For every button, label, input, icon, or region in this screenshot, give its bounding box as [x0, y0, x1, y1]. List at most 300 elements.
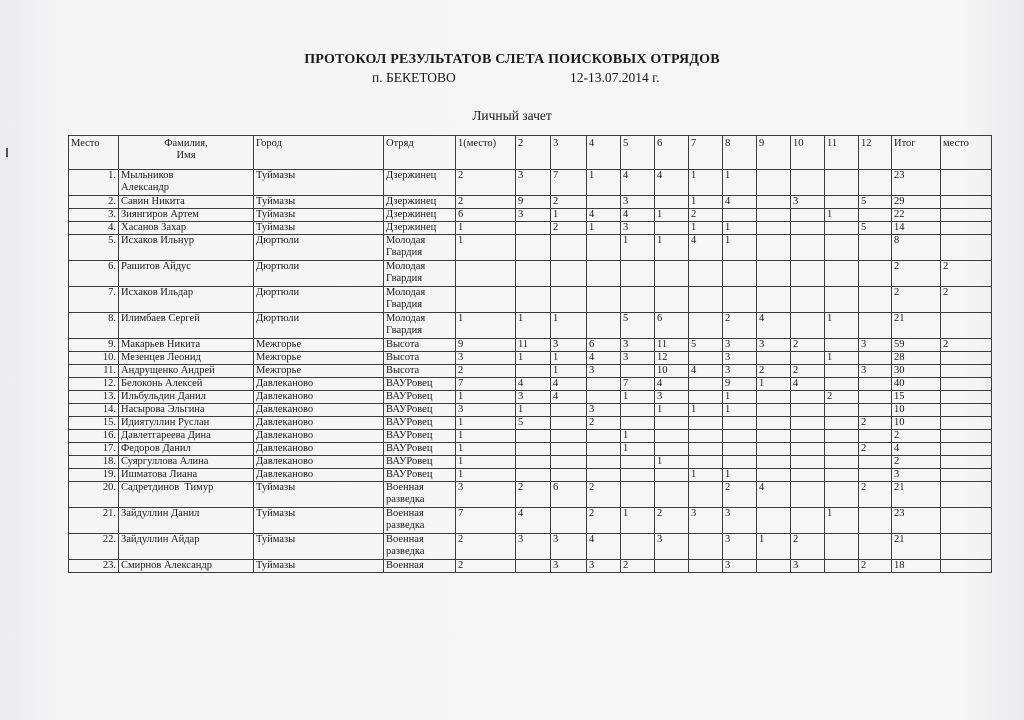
header-col-14: 11	[825, 136, 859, 170]
score-cell: 4	[689, 235, 723, 261]
score-cell	[587, 196, 621, 209]
score-cell: 1	[723, 235, 757, 261]
score-cell: 3	[791, 560, 825, 573]
score-cell: 2	[456, 534, 516, 560]
name-cell: Мыльников Александр	[119, 170, 254, 196]
score-cell	[655, 469, 689, 482]
score-cell: 3	[551, 560, 587, 573]
score-cell	[723, 430, 757, 443]
score-cell: 3	[516, 534, 551, 560]
score-cell: 4	[551, 378, 587, 391]
score-cell: 1	[516, 313, 551, 339]
score-cell	[859, 456, 892, 469]
score-cell	[825, 469, 859, 482]
score-cell	[825, 430, 859, 443]
total-cell: 2	[892, 261, 941, 287]
score-cell: 5	[689, 339, 723, 352]
header-name: Фамилия, Имя	[119, 136, 254, 170]
score-cell: 2	[655, 508, 689, 534]
total-cell: 2	[892, 456, 941, 469]
score-cell: 2	[551, 196, 587, 209]
score-cell: 3	[723, 534, 757, 560]
total-cell: 21	[892, 534, 941, 560]
city-cell: Межгорье	[254, 352, 384, 365]
score-cell: 4	[516, 378, 551, 391]
city-cell: Давлеканово	[254, 430, 384, 443]
score-cell: 9	[516, 196, 551, 209]
score-cell: 1	[689, 170, 723, 196]
table-row	[69, 417, 992, 430]
score-cell: 1	[587, 222, 621, 235]
team-cell: ВАУРовец	[384, 430, 456, 443]
total-cell: 29	[892, 196, 941, 209]
score-cell	[791, 404, 825, 417]
score-cell	[456, 287, 516, 313]
score-cell	[859, 313, 892, 339]
score-cell	[825, 443, 859, 456]
score-cell	[516, 456, 551, 469]
score-cell	[551, 456, 587, 469]
total-cell: 15	[892, 391, 941, 404]
score-cell: 3	[689, 508, 723, 534]
place-cell: 9.	[69, 339, 119, 352]
team-cell: Высота	[384, 352, 456, 365]
city-cell: Туймазы	[254, 170, 384, 196]
name-cell: Зайдуллин Данил	[119, 508, 254, 534]
score-cell	[859, 391, 892, 404]
score-cell: 5	[859, 196, 892, 209]
score-cell	[791, 235, 825, 261]
score-cell	[825, 339, 859, 352]
name-cell: Садретдинов Тимур	[119, 482, 254, 508]
header-col-9: 6	[655, 136, 689, 170]
score-cell	[621, 287, 655, 313]
place-cell: 20.	[69, 482, 119, 508]
score-cell: 7	[456, 508, 516, 534]
score-cell	[825, 287, 859, 313]
score-cell	[859, 534, 892, 560]
rank-cell	[941, 209, 992, 222]
score-cell: 1	[621, 508, 655, 534]
score-cell: 2	[551, 222, 587, 235]
total-cell: 10	[892, 404, 941, 417]
header-col-5: 2	[516, 136, 551, 170]
score-cell: 1	[825, 313, 859, 339]
name-cell: Суяргуллова Алина	[119, 456, 254, 469]
table-row	[69, 534, 992, 560]
score-cell	[551, 417, 587, 430]
score-cell	[516, 235, 551, 261]
place-cell: 21.	[69, 508, 119, 534]
score-cell: 6	[655, 313, 689, 339]
score-cell	[587, 469, 621, 482]
score-cell	[587, 456, 621, 469]
score-cell: 6	[456, 209, 516, 222]
rank-cell	[941, 443, 992, 456]
score-cell	[551, 404, 587, 417]
score-cell: 1	[621, 391, 655, 404]
score-cell	[825, 261, 859, 287]
rank-cell	[941, 391, 992, 404]
place-cell: 6.	[69, 261, 119, 287]
score-cell: 1	[689, 222, 723, 235]
score-cell: 3	[621, 196, 655, 209]
header-col-10: 7	[689, 136, 723, 170]
place-cell: 11.	[69, 365, 119, 378]
score-cell	[825, 404, 859, 417]
score-cell	[689, 313, 723, 339]
city-cell: Давлеканово	[254, 443, 384, 456]
city-cell: Дюртюли	[254, 313, 384, 339]
rank-cell	[941, 456, 992, 469]
score-cell: 3	[723, 352, 757, 365]
rank-cell	[941, 313, 992, 339]
score-cell	[791, 170, 825, 196]
score-cell	[859, 508, 892, 534]
table-header-row	[69, 136, 992, 170]
score-cell	[757, 391, 791, 404]
score-cell	[516, 365, 551, 378]
score-cell: 1	[456, 313, 516, 339]
score-cell	[621, 469, 655, 482]
score-cell	[859, 378, 892, 391]
name-cell: Мезенцев Леонид	[119, 352, 254, 365]
score-cell	[655, 417, 689, 430]
rank-cell	[941, 482, 992, 508]
score-cell: 1	[655, 456, 689, 469]
score-cell	[757, 417, 791, 430]
score-cell	[859, 430, 892, 443]
score-cell	[655, 560, 689, 573]
place-cell: 18.	[69, 456, 119, 469]
total-cell: 40	[892, 378, 941, 391]
score-cell	[757, 404, 791, 417]
place-cell: 15.	[69, 417, 119, 430]
score-cell: 4	[757, 482, 791, 508]
score-cell	[587, 378, 621, 391]
header-col-15: 12	[859, 136, 892, 170]
total-cell: 22	[892, 209, 941, 222]
score-cell	[757, 469, 791, 482]
city-cell: Туймазы	[254, 534, 384, 560]
place-cell: 19.	[69, 469, 119, 482]
score-cell: 3	[551, 339, 587, 352]
score-cell: 2	[587, 508, 621, 534]
score-cell	[689, 443, 723, 456]
name-cell: Зиянгиров Артем	[119, 209, 254, 222]
team-cell: ВАУРовец	[384, 417, 456, 430]
score-cell	[791, 209, 825, 222]
team-cell: Высота	[384, 365, 456, 378]
score-cell	[859, 170, 892, 196]
rank-cell: 2	[941, 339, 992, 352]
team-cell: Военная разведка	[384, 534, 456, 560]
header-city: Город	[254, 136, 384, 170]
rank-cell	[941, 469, 992, 482]
event-place: п. БЕКЕТОВО	[372, 70, 456, 85]
place-cell: 12.	[69, 378, 119, 391]
rank-cell	[941, 508, 992, 534]
place-cell: 13.	[69, 391, 119, 404]
score-cell: 4	[551, 391, 587, 404]
table-row	[69, 339, 992, 352]
score-cell	[551, 261, 587, 287]
city-cell: Туймазы	[254, 508, 384, 534]
score-cell: 3	[791, 196, 825, 209]
score-cell: 1	[621, 443, 655, 456]
table-row	[69, 456, 992, 469]
table-row	[69, 404, 992, 417]
score-cell	[551, 235, 587, 261]
score-cell: 2	[587, 482, 621, 508]
team-cell: Молодая Гвардия	[384, 313, 456, 339]
table-row	[69, 391, 992, 404]
event-date: 12-13.07.2014 г.	[570, 70, 660, 85]
score-cell: 3	[723, 365, 757, 378]
score-cell: 3	[757, 339, 791, 352]
place-cell: 23.	[69, 560, 119, 573]
score-cell: 3	[621, 352, 655, 365]
total-cell: 23	[892, 170, 941, 196]
total-cell: 21	[892, 313, 941, 339]
team-cell: ВАУРовец	[384, 378, 456, 391]
score-cell: 1	[825, 508, 859, 534]
score-cell	[689, 352, 723, 365]
score-cell: 6	[551, 482, 587, 508]
name-cell: Федоров Данил	[119, 443, 254, 456]
score-cell	[723, 417, 757, 430]
score-cell	[689, 482, 723, 508]
score-cell	[621, 417, 655, 430]
score-cell: 3	[516, 391, 551, 404]
total-cell: 2	[892, 430, 941, 443]
name-cell: Белоконь Алексей	[119, 378, 254, 391]
score-cell: 6	[587, 339, 621, 352]
name-cell: Насырова Эльгина	[119, 404, 254, 417]
score-cell	[516, 430, 551, 443]
score-cell: 3	[655, 534, 689, 560]
score-cell: 3	[456, 352, 516, 365]
score-cell: 3	[587, 365, 621, 378]
rank-cell	[941, 417, 992, 430]
score-cell	[655, 482, 689, 508]
score-cell	[791, 508, 825, 534]
score-cell: 1	[456, 456, 516, 469]
score-cell	[621, 534, 655, 560]
score-cell	[551, 508, 587, 534]
rank-cell	[941, 352, 992, 365]
score-cell: 1	[757, 534, 791, 560]
score-cell	[587, 287, 621, 313]
score-cell	[757, 508, 791, 534]
name-cell: Исхаков Ильнур	[119, 235, 254, 261]
name-cell: Зайдуллин Айдар	[119, 534, 254, 560]
score-cell: 4	[791, 378, 825, 391]
score-cell	[791, 430, 825, 443]
score-cell	[757, 456, 791, 469]
score-cell	[791, 261, 825, 287]
score-cell	[689, 456, 723, 469]
score-cell	[516, 222, 551, 235]
header-col-16: Итог	[892, 136, 941, 170]
header-col-11: 8	[723, 136, 757, 170]
score-cell: 11	[516, 339, 551, 352]
team-cell: Военная	[384, 560, 456, 573]
score-cell: 1	[757, 378, 791, 391]
score-cell: 4	[689, 365, 723, 378]
total-cell: 23	[892, 508, 941, 534]
total-cell: 2	[892, 287, 941, 313]
score-cell: 3	[456, 482, 516, 508]
table-row	[69, 482, 992, 508]
margin-mark	[6, 148, 8, 157]
header-col-4: 1(место)	[456, 136, 516, 170]
name-cell: Идиятуллин Руслан	[119, 417, 254, 430]
score-cell: 4	[655, 378, 689, 391]
score-cell: 2	[689, 209, 723, 222]
team-cell: ВАУРовец	[384, 443, 456, 456]
score-cell	[791, 287, 825, 313]
place-cell: 17.	[69, 443, 119, 456]
score-cell	[723, 287, 757, 313]
team-cell: ВАУРовец	[384, 469, 456, 482]
city-cell: Давлеканово	[254, 469, 384, 482]
score-cell	[757, 196, 791, 209]
score-cell	[621, 482, 655, 508]
score-cell: 2	[621, 560, 655, 573]
score-cell: 1	[723, 222, 757, 235]
name-cell: Андрущенко Андрей	[119, 365, 254, 378]
score-cell: 4	[757, 313, 791, 339]
score-cell: 3	[723, 508, 757, 534]
header-col-17: место	[941, 136, 992, 170]
city-cell: Туймазы	[254, 222, 384, 235]
score-cell: 1	[551, 313, 587, 339]
score-cell: 3	[516, 209, 551, 222]
score-cell	[825, 170, 859, 196]
score-cell	[587, 430, 621, 443]
name-cell: Рашитов Айдус	[119, 261, 254, 287]
score-cell	[621, 365, 655, 378]
score-cell: 4	[587, 352, 621, 365]
score-cell: 2	[791, 339, 825, 352]
score-cell: 2	[456, 560, 516, 573]
score-cell: 9	[723, 378, 757, 391]
score-cell: 1	[456, 430, 516, 443]
rank-cell: 2	[941, 287, 992, 313]
header-col-12: 9	[757, 136, 791, 170]
team-cell: ВАУРовец	[384, 456, 456, 469]
score-cell	[825, 222, 859, 235]
score-cell: 3	[587, 560, 621, 573]
score-cell: 2	[791, 365, 825, 378]
score-cell	[757, 560, 791, 573]
city-cell: Давлеканово	[254, 456, 384, 469]
score-cell: 3	[859, 365, 892, 378]
score-cell	[587, 235, 621, 261]
total-cell: 8	[892, 235, 941, 261]
rank-cell	[941, 235, 992, 261]
score-cell	[723, 209, 757, 222]
team-cell: Молодая Гвардия	[384, 287, 456, 313]
score-cell	[825, 196, 859, 209]
score-cell: 7	[456, 378, 516, 391]
table-row	[69, 222, 992, 235]
table-row	[69, 235, 992, 261]
score-cell	[825, 378, 859, 391]
score-cell: 4	[655, 170, 689, 196]
rank-cell	[941, 560, 992, 573]
score-cell	[791, 352, 825, 365]
score-cell	[825, 417, 859, 430]
city-cell: Межгорье	[254, 339, 384, 352]
team-cell: Дзержинец	[384, 196, 456, 209]
score-cell	[723, 456, 757, 469]
rank-cell	[941, 196, 992, 209]
name-cell: Савин Никита	[119, 196, 254, 209]
table-row	[69, 378, 992, 391]
rank-cell	[941, 378, 992, 391]
score-cell: 2	[791, 534, 825, 560]
city-cell: Дюртюли	[254, 287, 384, 313]
score-cell	[621, 456, 655, 469]
team-cell: Высота	[384, 339, 456, 352]
score-cell: 12	[655, 352, 689, 365]
name-cell: Смирнов Александр	[119, 560, 254, 573]
total-cell: 18	[892, 560, 941, 573]
city-cell: Туймазы	[254, 482, 384, 508]
score-cell: 4	[621, 209, 655, 222]
team-cell: Военная разведка	[384, 508, 456, 534]
score-cell	[859, 235, 892, 261]
city-cell: Дюртюли	[254, 261, 384, 287]
score-cell: 2	[723, 482, 757, 508]
score-cell	[516, 443, 551, 456]
score-cell: 2	[723, 313, 757, 339]
score-cell: 3	[587, 404, 621, 417]
total-cell: 30	[892, 365, 941, 378]
header-place: Место	[69, 136, 119, 170]
name-cell: Ишматова Лиана	[119, 469, 254, 482]
score-cell	[551, 287, 587, 313]
score-cell: 3	[655, 391, 689, 404]
table-row	[69, 443, 992, 456]
score-cell: 1	[587, 170, 621, 196]
score-cell	[655, 222, 689, 235]
score-cell	[791, 417, 825, 430]
score-cell: 3	[621, 222, 655, 235]
results-table	[68, 135, 992, 573]
score-cell: 2	[456, 196, 516, 209]
score-cell: 1	[689, 404, 723, 417]
score-cell	[689, 417, 723, 430]
score-cell: 1	[516, 404, 551, 417]
score-cell	[791, 313, 825, 339]
score-cell: 1	[723, 170, 757, 196]
table-row	[69, 287, 992, 313]
score-cell: 1	[689, 196, 723, 209]
team-cell: Молодая Гвардия	[384, 235, 456, 261]
score-cell	[689, 378, 723, 391]
team-cell: ВАУРовец	[384, 404, 456, 417]
score-cell	[825, 482, 859, 508]
score-cell: 2	[859, 443, 892, 456]
score-cell: 1	[551, 365, 587, 378]
score-cell: 3	[516, 170, 551, 196]
score-cell: 1	[516, 352, 551, 365]
rank-cell	[941, 430, 992, 443]
rank-cell	[941, 365, 992, 378]
